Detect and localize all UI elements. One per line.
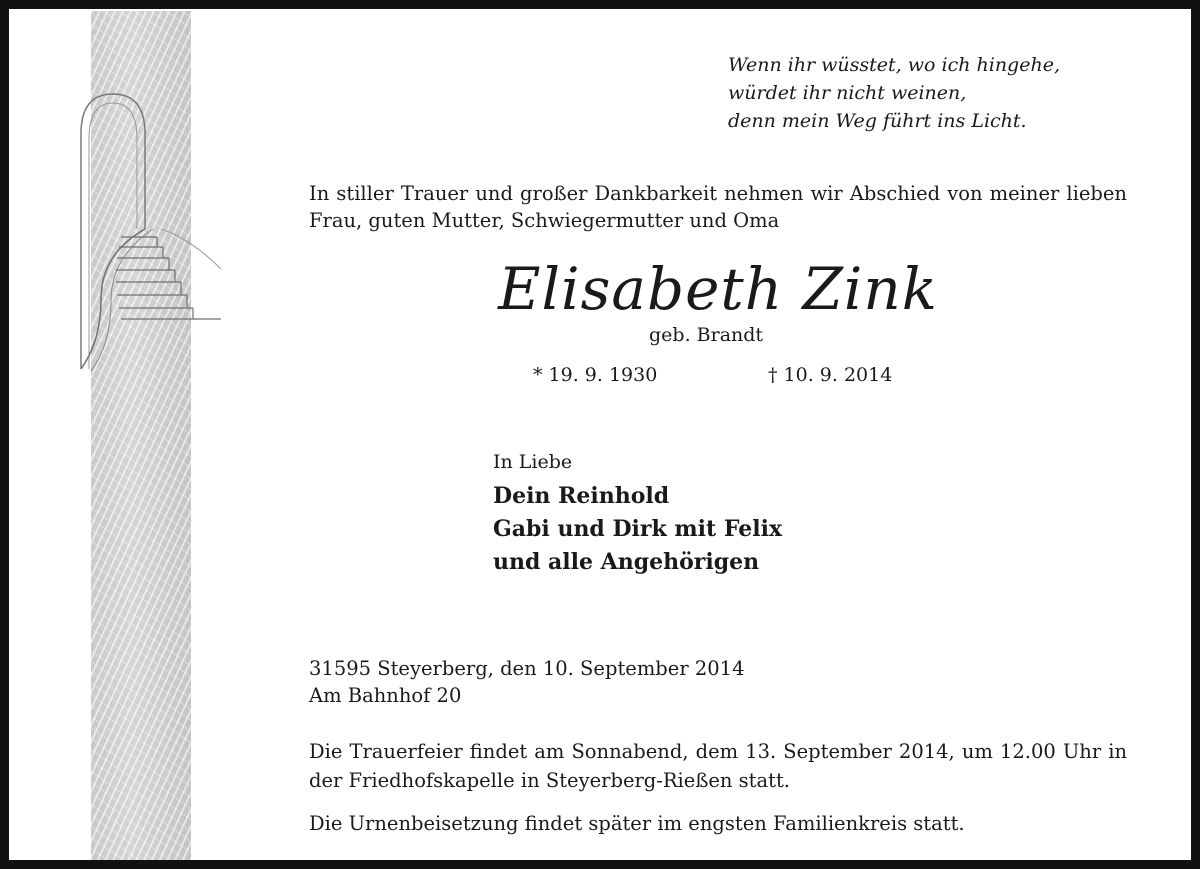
birth-date: * 19. 9. 1930 <box>533 364 658 386</box>
death-date: † 10. 9. 2014 <box>768 364 893 386</box>
verse-line: denn mein Weg führt ins Licht. <box>728 110 1027 132</box>
mourner: Gabi und Dirk mit Felix <box>493 516 783 542</box>
mourners-list <box>493 480 782 579</box>
address-block <box>309 655 744 709</box>
mourner: Dein Reinhold <box>493 483 670 509</box>
closing-phrase: In Liebe <box>493 451 573 473</box>
urn-burial-notice: Die Urnenbeisetzung findet später im engsten Familienkreis statt. <box>309 812 965 835</box>
maiden-name: geb. Brandt <box>649 324 764 346</box>
verse-line: würdet ihr nicht weinen, <box>728 82 967 104</box>
intro-text: In stiller Trauer und großer Dankbarkeit nehmen wir Abschied von meiner lieben Frau, guten Mutter, Schwiegermutter und Oma <box>309 182 1127 232</box>
deceased-name: Elisabeth Zink <box>498 255 938 323</box>
funeral-notice: Die Trauerfeier findet am Sonnabend, dem 13. September 2014, um 12.00 Uhr in der Friedhofskapelle in Steyerberg-Rießen statt. <box>309 740 1127 792</box>
verse-line: Wenn ihr wüsstet, wo ich hingehe, <box>728 54 1060 76</box>
place-date: 31595 Steyerberg, den 10. September 2014 <box>309 657 745 680</box>
verse-quote <box>728 51 1128 135</box>
staircase-archway-illustration <box>61 79 231 379</box>
mourner: und alle Angehörigen <box>493 549 760 575</box>
street-address: Am Bahnhof 20 <box>309 684 462 707</box>
